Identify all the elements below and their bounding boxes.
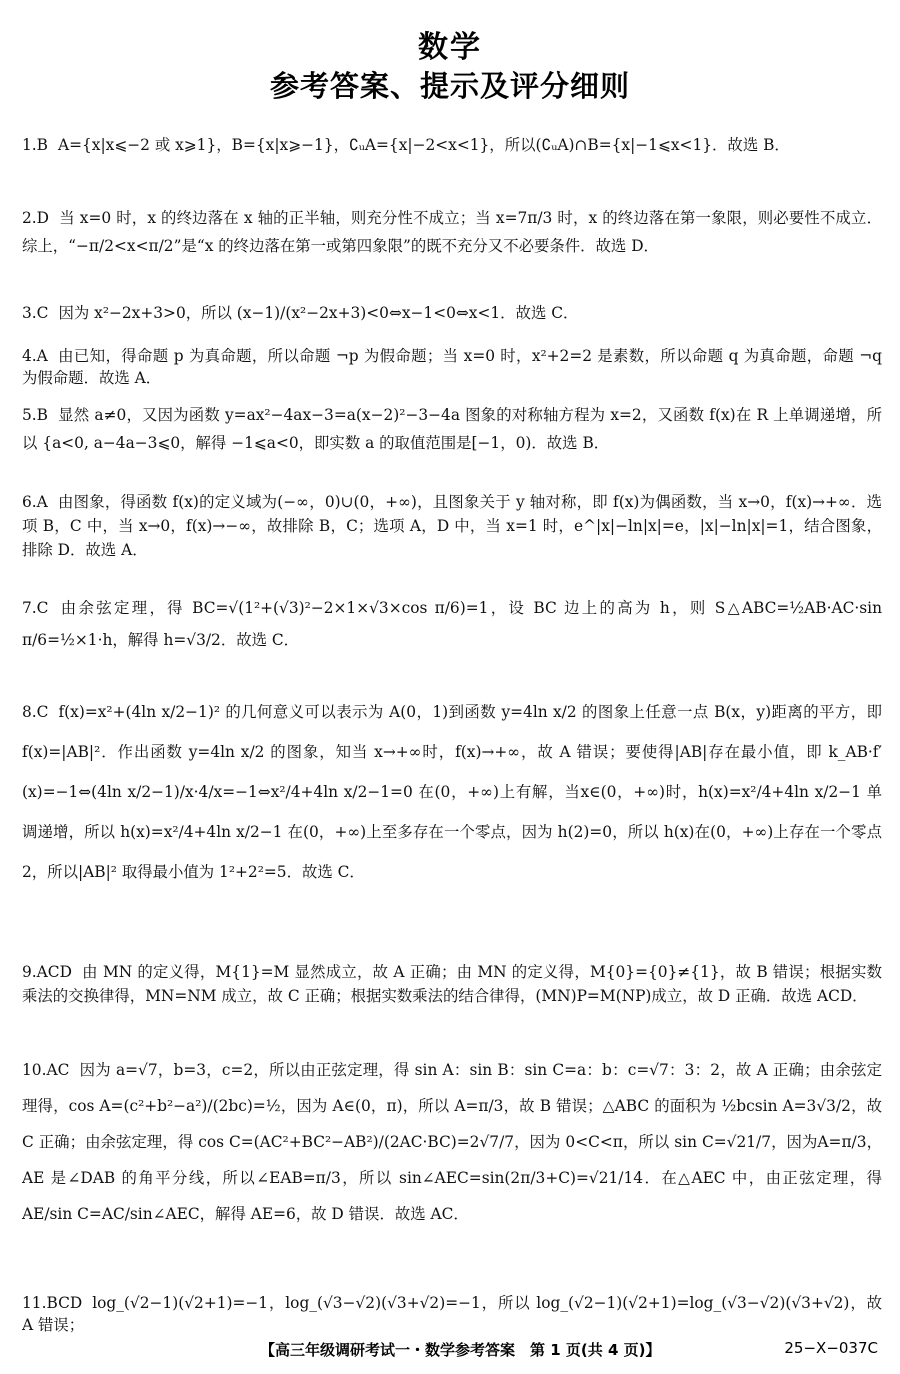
answer-item <box>22 345 882 389</box>
answer-explanation: 由已知，得命题 p 为真命题，所以命题 ¬p 为假命题；当 x=0 时，x²+2=2 是素数，所以命题 q 为真命题，命题 ¬q 为假命题．故选 A． <box>22 347 882 387</box>
answer-item <box>22 490 882 562</box>
page-title: 参考答案、提示及评分细则 <box>269 69 630 103</box>
answer-explanation: A={x|x⩽−2 或 x⩾1}，B={x|x⩾−1}，∁ᵤA={x|−2<x<1}，所以(∁ᵤA)∩B={x|−1⩽x<1}．故选 B． <box>58 136 790 154</box>
answer-explanation: 由余弦定理，得 BC=√(1²+(√3)²−2×1×√3×cos π/6)=1，设 BC 边上的高为 h，则 S△ABC=½AB·AC·sin π/6=½×1·h，解得 h=√3/2．故选 C． <box>22 599 882 649</box>
answer-explanation: 因为 x²−2x+3>0，所以 (x−1)/(x²−2x+3)<0⇔x−1<0⇔x<1．故选 C． <box>58 304 579 322</box>
answer-item <box>22 134 882 156</box>
answer-number: 11.BCD <box>22 1294 83 1312</box>
answer-number: 2.D <box>22 209 50 227</box>
answer-explanation: 显然 a≠0，又因为函数 y=ax²−4ax−3=a(x−2)²−3−4a 图象的对称轴方程为 x=2，又函数 f(x)在 R 上单调递增，所以 {a<0, a−4a−3⩽0，解得 −1⩽a<0，即实数 a 的取值范围是[−1，0)．故选 B． <box>22 406 882 452</box>
answer-item <box>22 692 882 892</box>
answer-item <box>22 1292 882 1336</box>
page-subject: 数学 <box>418 30 482 65</box>
answer-item <box>22 401 882 457</box>
answer-explanation: log_(√2−1)(√2+1)=−1，log_(√3−√2)(√3+√2)=−1，所以 log_(√2−1)(√2+1)=log_(√3−√2)(√3+√2)，故 A 错误； <box>22 1294 882 1334</box>
footer-exam-info: 【高三年级调研考试一・数学参考答案 第 1 页(共 4 页)】 <box>260 1341 661 1359</box>
page-footer <box>0 1337 900 1363</box>
answer-number: 9.ACD <box>22 963 72 981</box>
answer-explanation: 由 MN 的定义得，M{1}=M 显然成立，故 A 正确；由 MN 的定义得，M{0}={0}≠{1}，故 B 错误；根据实数乘法的交换律得，MN=NM 成立，故 C 正确；根据实数乘法的结合律得，(MN)P=M(NP)成立，故 D 正确．故选 ACD． <box>22 963 882 1005</box>
answer-number: 8.C <box>22 703 49 721</box>
answer-number: 4.A <box>22 347 48 365</box>
answer-item <box>22 1052 882 1232</box>
answer-number: 6.A <box>22 493 48 511</box>
answer-number: 7.C <box>22 599 49 617</box>
answer-item <box>22 302 882 324</box>
answer-item <box>22 204 882 260</box>
answer-number: 1.B <box>22 136 48 154</box>
answer-explanation: 当 x=0 时，x 的终边落在 x 轴的正半轴，则充分性不成立；当 x=7π/3 时，x 的终边落在第一象限，则必要性不成立．综上，“−π/2<x<π/2”是“x 的终边落在第一或第四象限”的既不充分又不必要条件．故选 D． <box>22 209 882 255</box>
answer-item <box>22 960 882 1008</box>
answer-explanation: 由图象，得函数 f(x)的定义域为(−∞，0)∪(0，+∞)，且图象关于 y 轴对称，即 f(x)为偶函数，当 x→0，f(x)→+∞．选项 B，C 中，当 x→0，f(x)→−∞，故排除 B，C；选项 A，D 中，当 x=1 时，e^|x|−ln|x|=e，|x|−ln|x|=1，结合图象，排除 D．故选 A． <box>22 493 882 559</box>
answer-number: 5.B <box>22 406 48 424</box>
footer-code: 25−X−037C <box>784 1339 878 1357</box>
answer-explanation: 因为 a=√7，b=3，c=2，所以由正弦定理，得 sin A：sin B：sin C=a：b：c=√7：3：2，故 A 正确；由余弦定理得，cos A=(c²+b²−a²)/(2bc)=½，因为 A∈(0，π)，所以 A=π/3，故 B 错误；△ABC 的面积为 ½bcsin A=3√3/2，故 C 正确；由余弦定理，得 cos C=(AC²+BC²−AB²)/(2AC·BC)=2√7/7，因为 0<C<π，所以 sin C=√21/7，因为A=π/3，AE 是∠DAB 的角平分线，所以∠EAB=π/3，所以 sin∠AEC=sin(2π/3+C)=√21/14．在△AEC 中，由正弦定理，得 AE/sin C=AC/sin∠AEC，解得 AE=6，故 D 错误．故选 AC． <box>22 1061 882 1223</box>
answer-number: 3.C <box>22 304 49 322</box>
answer-item <box>22 592 882 656</box>
answer-explanation: f(x)=x²+(4ln x/2−1)² 的几何意义可以表示为 A(0，1)到函数 y=4ln x/2 的图象上任意一点 B(x，y)距离的平方，即 f(x)=|AB|²．作出函数 y=4ln x/2 的图象，知当 x→+∞时，f(x)→+∞，故 A 错误；要使得|AB|存在最小值，即 k_AB·f′(x)=−1⇔(4ln x/2−1)/x·4/x=−1⇔x²/4+4ln x/2−1=0 在(0，+∞)上有解，当x∈(0，+∞)时，h(x)=x²/4+4ln x/2−1 单调递增，所以 h(x)=x²/4+4ln x/2−1 在(0，+∞)上至多存在一个零点，因为 h(2)=0，所以 h(x)在(0，+∞)上存在一个零点 2，所以|AB|² 取得最小值为 1²+2²=5．故选 C． <box>22 703 882 881</box>
answer-number: 10.AC <box>22 1061 70 1079</box>
